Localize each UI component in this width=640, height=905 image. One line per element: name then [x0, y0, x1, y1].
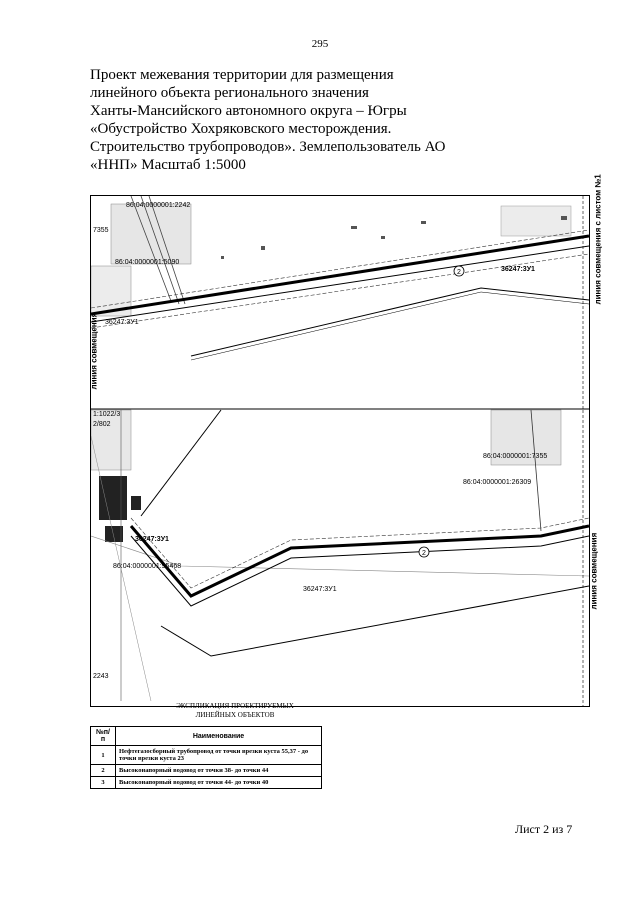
col-name-header: Наименование [116, 727, 322, 746]
title-line: «ННП» Масштаб 1:5000 [90, 157, 246, 173]
parcel-label: 36247:3У1 [135, 536, 169, 543]
explication-table [90, 726, 322, 789]
parcel-label: 36247:3У1 [501, 266, 535, 273]
combining-line-label-right-bottom: линия совмещения [589, 532, 599, 610]
pipeline-corridor-edge [131, 518, 589, 588]
parcel-label: 1:1022/3 [93, 411, 121, 418]
title-line: Проект межевания территории для размещения [90, 67, 394, 83]
cadastral-map [91, 196, 589, 706]
parcel-block [111, 204, 191, 264]
row-num: 3 [91, 777, 116, 789]
table-row [91, 777, 322, 789]
document-title [90, 66, 490, 174]
explication-title [140, 702, 330, 720]
row-num: 2 [91, 765, 116, 777]
title-line: линейного объекта регионального значения [90, 85, 369, 101]
object-number: 2 [457, 269, 461, 276]
parcel-boundary [141, 410, 221, 516]
parcel-boundary [161, 586, 589, 656]
parcel-label: 2243 [93, 673, 109, 680]
row-name: Высоконапорный водовод от точки 38- до точки 44 [116, 765, 322, 777]
table-row [91, 746, 322, 765]
title-line: Строительство трубопроводов». Землепользователь АО [90, 139, 446, 155]
map-frame[interactable] [90, 195, 590, 707]
row-name: Высоконапорный водовод от точки 44- до точки 40 [116, 777, 322, 789]
map-panel-top [91, 196, 589, 409]
map-panel-bottom [91, 410, 589, 706]
explication-title-line: ЭКСПЛИКАЦИЯ ПРОЕКТИРУЕМЫХ [176, 702, 294, 710]
row-name: Нефтегазосборный трубопровод от точки врезки куста 55,37 - до точки врезки куста 23 [116, 746, 322, 765]
col-num-header: №п/п [91, 727, 116, 746]
row-num: 1 [91, 746, 116, 765]
parcel-label: 86:04:0000001:95468 [113, 563, 182, 570]
parcel-label: 7355 [93, 227, 109, 234]
pipeline-corridor-edge [131, 536, 589, 606]
parcel-label: 86:04:0000001:5090 [115, 259, 180, 266]
parcel-label: 36247:3У1 [303, 586, 337, 593]
parcel-boundary [191, 292, 589, 360]
parcel-label: 86:04:0000001:7355 [483, 453, 548, 460]
parcel-label: 86:04:0000001:26309 [463, 479, 532, 486]
title-line: «Обустройство Хохряковского месторождения. [90, 121, 392, 137]
parcel-block [501, 206, 571, 236]
table-row [91, 765, 322, 777]
parcel-label: 86:04:0000001:2242 [126, 202, 191, 209]
object-number: 2 [422, 550, 426, 557]
parcel-label: 2/802 [93, 421, 111, 428]
table-header-row [91, 727, 322, 746]
combining-line-label-right-top: линия совмещения с листом №1 [593, 174, 603, 305]
explication-title-line: ЛИНЕЙНЫХ ОБЪЕКТОВ [195, 711, 275, 719]
page-number: 295 [311, 38, 329, 50]
combining-line-label-left: линия совмещения [89, 312, 99, 390]
parcel-label: 36247:3У1 [105, 319, 139, 326]
sheet-number: Лист 2 из 7 [515, 822, 573, 836]
title-line: Ханты-Мансийского автономного округа – Югры [90, 103, 407, 119]
parcel-block [91, 410, 131, 470]
